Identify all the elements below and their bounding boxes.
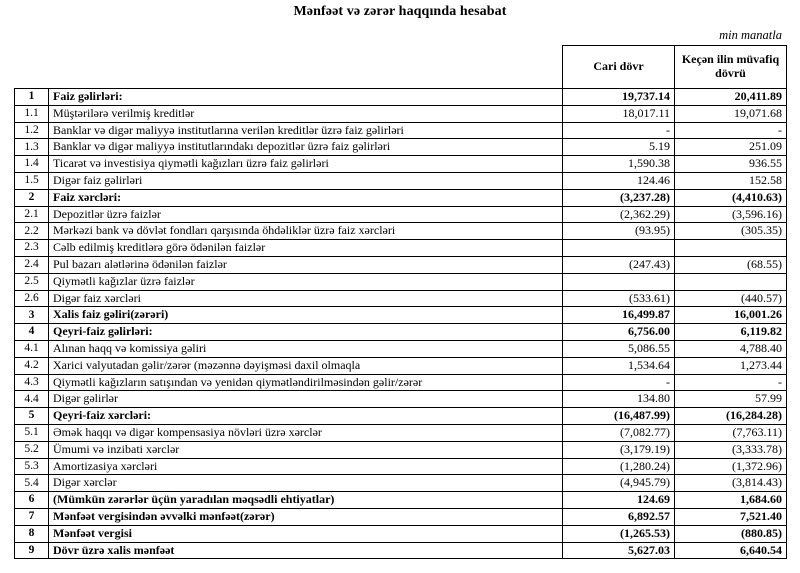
table-row (15, 206, 787, 223)
row-label: Qeyri-faiz gəlirləri: (49, 324, 563, 341)
row-current-value: 134.80 (563, 391, 675, 408)
row-number: 1.3 (15, 139, 49, 156)
row-previous-value: (7,763.11) (675, 424, 787, 441)
row-current-value (563, 273, 675, 290)
row-label: Qiymətli kağızlar üzrə faizlər (49, 273, 563, 290)
row-label: Xalis faiz gəliri(zərəri) (49, 307, 563, 324)
row-previous-value: 1,273.44 (675, 357, 787, 374)
row-previous-value: (1,372.96) (675, 458, 787, 475)
row-previous-value (675, 240, 787, 257)
table-row (15, 105, 787, 122)
row-current-value: (1,265.53) (563, 525, 675, 542)
row-label: Ümumi və inzibati xərclər (49, 441, 563, 458)
table-row (15, 374, 787, 391)
table-row (15, 492, 787, 509)
row-number: 8 (15, 525, 49, 542)
row-current-value: - (563, 374, 675, 391)
row-number: 2.5 (15, 273, 49, 290)
row-number: 2.1 (15, 206, 49, 223)
document-page (0, 4, 800, 573)
row-previous-value: 152.58 (675, 172, 787, 189)
row-number: 5.2 (15, 441, 49, 458)
row-current-value: 16,499.87 (563, 307, 675, 324)
row-label: Banklar və digər maliyyə institutlarına verilən kreditlər üzrə faiz gəlirləri (49, 122, 563, 139)
header-current-period: Cari dövr (563, 46, 675, 89)
row-number: 1.5 (15, 172, 49, 189)
row-number: 1.2 (15, 122, 49, 139)
row-previous-value: 57.99 (675, 391, 787, 408)
row-previous-value: - (675, 374, 787, 391)
row-label: Dövr üzrə xalis mənfəət (49, 542, 563, 559)
row-previous-value: 251.09 (675, 139, 787, 156)
table-row (15, 307, 787, 324)
row-label: (Mümkün zərərlər üçün yaradılan məqsədli ehtiyatlar) (49, 492, 563, 509)
row-number: 5.3 (15, 458, 49, 475)
row-number: 5.1 (15, 424, 49, 441)
table-row (15, 424, 787, 441)
table-row (15, 122, 787, 139)
row-number: 3 (15, 307, 49, 324)
row-current-value: 6,892.57 (563, 508, 675, 525)
row-label: Mənfəət vergisi (49, 525, 563, 542)
table-row (15, 357, 787, 374)
table-row (15, 139, 787, 156)
row-previous-value: (68.55) (675, 256, 787, 273)
row-previous-value: - (675, 122, 787, 139)
row-current-value: 124.46 (563, 172, 675, 189)
row-label: Xarici valyutadan gəlir/zərər (məzənnə dəyişməsi daxil olmaqla (49, 357, 563, 374)
row-current-value: (3,179.19) (563, 441, 675, 458)
row-current-value: (2,362.29) (563, 206, 675, 223)
row-current-value: 1,590.38 (563, 156, 675, 173)
row-label: Faiz gəlirləri: (49, 89, 563, 106)
row-label: Banklar və digər maliyyə institutlarındakı depozitlər üzrə faiz gəlirləri (49, 139, 563, 156)
page-title: Mənfəət və zərər haqqında hesabat (293, 4, 507, 19)
table-row (15, 240, 787, 257)
row-number: 2.3 (15, 240, 49, 257)
table-row (15, 340, 787, 357)
row-current-value: (533.61) (563, 290, 675, 307)
table-row (15, 290, 787, 307)
row-label: Digər faiz gəlirləri (49, 172, 563, 189)
row-previous-value: (3,814.43) (675, 475, 787, 492)
table-row (15, 408, 787, 425)
row-number: 2.2 (15, 223, 49, 240)
row-current-value: 5,086.55 (563, 340, 675, 357)
row-current-value: (7,082.77) (563, 424, 675, 441)
row-previous-value: 7,521.40 (675, 508, 787, 525)
row-current-value: 124.69 (563, 492, 675, 509)
row-label: Cəlb edilmiş kreditlərə görə ödənilən faizlər (49, 240, 563, 257)
row-current-value: 1,534.64 (563, 357, 675, 374)
row-current-value: (16,487.99) (563, 408, 675, 425)
row-label: Mərkəzi bank və dövlət fondları qarşısında öhdəliklər üzrə faiz xərcləri (49, 223, 563, 240)
row-current-value: (4,945.79) (563, 475, 675, 492)
row-current-value: (1,280.24) (563, 458, 675, 475)
row-previous-value: 1,684.60 (675, 492, 787, 509)
row-previous-value: (880.85) (675, 525, 787, 542)
row-label: Müştərilərə verilmiş kreditlər (49, 105, 563, 122)
row-label: Əmək haqqı və digər kompensasiya növləri üzrə xərclər (49, 424, 563, 441)
row-current-value (563, 240, 675, 257)
header-previous-period: Keçən ilin müvafiq dövrü (675, 46, 787, 89)
row-label: Amortizasiya xərcləri (49, 458, 563, 475)
row-number: 4.2 (15, 357, 49, 374)
row-current-value: 18,017.11 (563, 105, 675, 122)
table-row (15, 223, 787, 240)
row-number: 1.4 (15, 156, 49, 173)
row-number: 2.6 (15, 290, 49, 307)
row-current-value: (247.43) (563, 256, 675, 273)
row-label: Mənfəət vergisindən əvvəlki mənfəət(zərər) (49, 508, 563, 525)
row-label: Faiz xərcləri: (49, 189, 563, 206)
row-number: 2 (15, 189, 49, 206)
row-previous-value: 6,119.82 (675, 324, 787, 341)
row-number: 4.1 (15, 340, 49, 357)
units-note: min manatla (719, 28, 782, 42)
row-current-value: - (563, 122, 675, 139)
row-previous-value: (440.57) (675, 290, 787, 307)
row-label: Alınan haqq və komissiya gəliri (49, 340, 563, 357)
row-label: Ticarət və investisiya qiymətli kağızları üzrə faiz gəlirləri (49, 156, 563, 173)
table-row (15, 525, 787, 542)
row-number: 7 (15, 508, 49, 525)
row-label: Qiymətli kağızların satışından və yenidən qiymətləndirilməsindən gəlir/zərər (49, 374, 563, 391)
table-row (15, 156, 787, 173)
row-label: Qeyri-faiz xərcləri: (49, 408, 563, 425)
row-previous-value: (3,333.78) (675, 441, 787, 458)
table-row (15, 508, 787, 525)
row-previous-value: 4,788.40 (675, 340, 787, 357)
row-number: 4.4 (15, 391, 49, 408)
row-previous-value: 936.55 (675, 156, 787, 173)
income-statement-table (14, 45, 787, 559)
row-previous-value: (305.35) (675, 223, 787, 240)
row-current-value: 5.19 (563, 139, 675, 156)
row-number: 5 (15, 408, 49, 425)
row-current-value: (3,237.28) (563, 189, 675, 206)
table-row (15, 189, 787, 206)
table-row (15, 542, 787, 559)
row-previous-value: 6,640.54 (675, 542, 787, 559)
row-label: Digər gəlirlər (49, 391, 563, 408)
row-previous-value: (3,596.16) (675, 206, 787, 223)
row-label: Depozitlər üzrə faizlər (49, 206, 563, 223)
table-row (15, 391, 787, 408)
table-row (15, 441, 787, 458)
row-number: 1.1 (15, 105, 49, 122)
table-row (15, 89, 787, 106)
header-number-blank (15, 46, 49, 89)
row-previous-value (675, 273, 787, 290)
row-current-value: 5,627.03 (563, 542, 675, 559)
row-number: 4.3 (15, 374, 49, 391)
table-header (15, 46, 787, 89)
row-current-value: 19,737.14 (563, 89, 675, 106)
row-number: 9 (15, 542, 49, 559)
row-label: Pul bazarı alətlərinə ödənilən faizlər (49, 256, 563, 273)
row-current-value: 6,756.00 (563, 324, 675, 341)
table-row (15, 475, 787, 492)
row-previous-value: 19,071.68 (675, 105, 787, 122)
table-row (15, 458, 787, 475)
row-previous-value: 20,411.89 (675, 89, 787, 106)
row-current-value: (93.95) (563, 223, 675, 240)
table-row (15, 256, 787, 273)
row-number: 5.4 (15, 475, 49, 492)
row-number: 2.4 (15, 256, 49, 273)
row-label: Digər faiz xərcləri (49, 290, 563, 307)
table-row (15, 324, 787, 341)
row-previous-value: (16,284.28) (675, 408, 787, 425)
row-label: Digər xərclər (49, 475, 563, 492)
table-row (15, 273, 787, 290)
row-number: 1 (15, 89, 49, 106)
table-row (15, 172, 787, 189)
row-previous-value: (4,410.63) (675, 189, 787, 206)
row-number: 6 (15, 492, 49, 509)
header-label-blank (49, 46, 563, 89)
row-previous-value: 16,001.26 (675, 307, 787, 324)
row-number: 4 (15, 324, 49, 341)
table-body (15, 89, 787, 559)
